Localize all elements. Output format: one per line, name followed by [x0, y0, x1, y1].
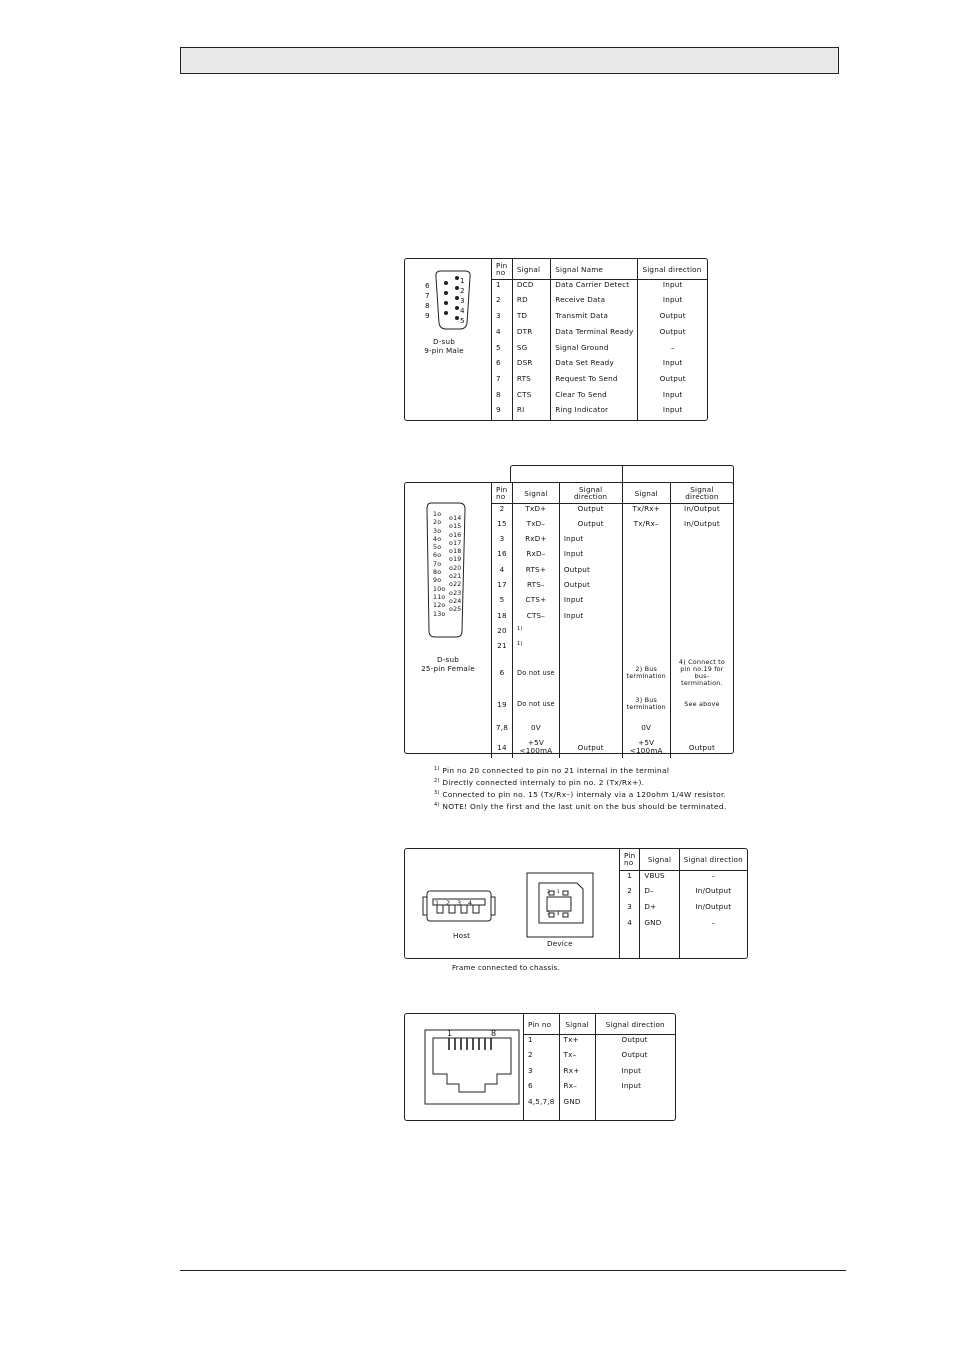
table-row: 5 CTS+ Input: [492, 595, 734, 610]
footnote-2: $^{2)}$ Directly connected internaly to pin no. 2 (Tx/Rx+).: [434, 778, 645, 787]
footnote-3: $^{3)}$ Connected to pin no. 15 (Tx/Rx–) internaly via a 120ohm 1/4W resistor.: [434, 790, 727, 799]
table-row: 3 Rx+ Input: [524, 1066, 676, 1082]
dsub9-pin-labels-left: 6 7 8 9: [425, 281, 430, 320]
col-signal: Signal: [512, 259, 550, 280]
dsub9-panel: [404, 258, 708, 421]
col-signal-direction: Signal direction: [638, 259, 707, 280]
usb-host-connector-icon: [421, 885, 501, 935]
rj45-jack-icon: [423, 1028, 523, 1108]
table-row: 4 RTS+ Output: [492, 565, 734, 580]
table-row: 15 TxD– Output Tx/Rx– In/Output: [492, 519, 734, 534]
table-row: 2 RD Receive Data Input: [492, 295, 708, 311]
usb-panel: [404, 848, 748, 959]
table-row: 9 RI Ring Indicator Input: [492, 405, 708, 421]
rj45-panel: [404, 1013, 676, 1121]
dsub9-caption: D-sub 9-pin Male: [424, 337, 464, 355]
table-row: 6 DSR Data Set Ready Input: [492, 358, 708, 374]
dsub25-panel: [404, 482, 734, 754]
col-signal-direction: Signal direction: [679, 849, 747, 870]
table-row: 6 Do not use 2) Bus termination 4) Connect to pin no.19 for bus-termination.: [492, 656, 734, 689]
table-row: 5 SG Signal Ground –: [492, 343, 708, 359]
table-row: 17 RTS– Output: [492, 580, 734, 595]
col-pin-no: Pin no: [492, 483, 513, 504]
col-signal-direction-2: Signal direction: [670, 483, 733, 504]
table-row: 4 DTR Data Terminal Ready Output: [492, 327, 708, 343]
col-signal: Signal: [559, 1014, 595, 1035]
col-signal-name: Signal Name: [551, 259, 638, 280]
table-row: 19 Do not use 3) Bus termination See above: [492, 689, 734, 719]
table-row: 3 TD Transmit Data Output: [492, 311, 708, 327]
col-signal-2: Signal: [622, 483, 670, 504]
table-row: 16 RxD– Input: [492, 549, 734, 564]
usb-host-pin-labels: 1 2 3 4: [435, 899, 473, 907]
table-row: 2 D– In/Output: [620, 886, 748, 902]
col-signal: Signal: [513, 483, 560, 504]
table-row: 1 DCD Data Carrier Detect Input: [492, 280, 708, 296]
table-row: 20 1): [492, 626, 734, 641]
col-pin-no: Pin no: [492, 259, 513, 280]
dsub25-pin-labels-right: o14 o15 o16 o17 o18 o19 o20 o21 o22 o23 o24 o25: [449, 515, 462, 614]
dsub25-pin-labels-left: 1o 2o 3o 4o 5o 6o 7o 8o 9o 10o 11o 12o 13o: [433, 511, 446, 618]
usb-device-connector-icon: [525, 871, 597, 941]
rj45-pin-first-label: 1: [447, 1029, 453, 1038]
table-row: 4 GND –: [620, 918, 748, 959]
table-row: 2 Tx– Output: [524, 1050, 676, 1066]
dsub9-pin-table: [491, 259, 707, 421]
page-footer-rule: [180, 1270, 846, 1271]
page-header-bar: [180, 47, 839, 74]
footnote-1: $^{1)}$ Pin no 20 connected to pin no 21 internal in the terminal: [434, 766, 670, 775]
col-signal: Signal: [640, 849, 679, 870]
table-row: 1 Tx+ Output: [524, 1035, 676, 1051]
dsub25-pin-table: [491, 483, 733, 758]
dsub25-caption: D-sub 25-pin Female: [421, 655, 475, 673]
table-row: 21 1): [492, 641, 734, 656]
usb-device-pin-labels-top: 2 1: [547, 890, 560, 895]
usb-pin-table: [619, 849, 747, 959]
table-row: 18 CTS– Input: [492, 611, 734, 626]
col-signal-direction: Signal direction: [595, 1014, 675, 1035]
table-row: 3 D+ In/Output: [620, 902, 748, 918]
usb-host-label: Host: [453, 931, 471, 940]
dsub9-pin-labels-right: 1 2 3 4 5: [460, 276, 465, 325]
dsub9-connector-icon: [429, 267, 489, 337]
usb-device-label: Device: [547, 939, 573, 948]
col-pin-no: Pin no: [524, 1014, 560, 1035]
rj45-pin-table: [523, 1014, 675, 1121]
col-signal-direction: Signal direction: [559, 483, 622, 504]
table-row: 4,5,7,8 GND: [524, 1097, 676, 1121]
table-row: 14 +5V <100mA Output +5V <100mA Output: [492, 736, 734, 758]
footnote-4: $^{4)}$ NOTE! Only the first and the last unit on the bus should be terminated.: [434, 802, 727, 811]
table-row: 6 Rx– Input: [524, 1081, 676, 1097]
table-row: 7 RTS Request To Send Output: [492, 374, 708, 390]
table-row: 7,8 0V 0V: [492, 719, 734, 736]
col-pin-no: Pin no: [620, 849, 640, 870]
usb-chassis-note: Frame connected to chassis.: [452, 963, 560, 972]
rj45-pin-last-label: 8: [491, 1029, 497, 1038]
table-row: 2 TxD+ Output Tx/Rx+ In/Output: [492, 504, 734, 519]
table-row: 1 VBUS –: [620, 870, 748, 886]
table-row: 8 CTS Clear To Send Input: [492, 390, 708, 406]
table-row: 3 RxD+ Input: [492, 534, 734, 549]
usb-device-pin-labels-bottom: 3 4: [547, 912, 560, 917]
